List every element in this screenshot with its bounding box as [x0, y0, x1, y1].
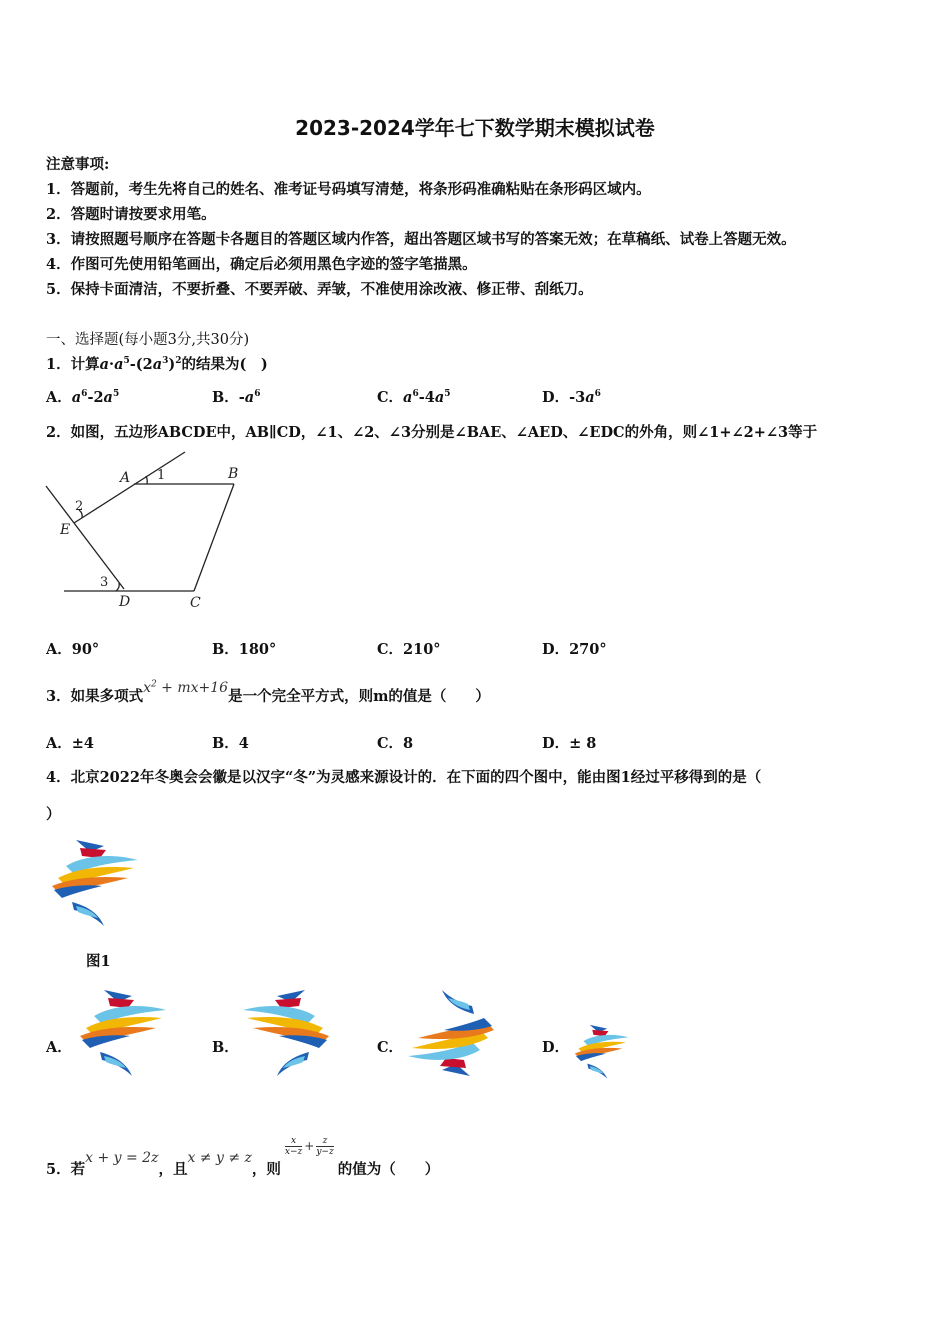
q5-mid-1: ，且 [158, 1161, 188, 1178]
q5-mid-2: ，则 [251, 1161, 281, 1178]
q3-prefix: 3．如果多项式 [46, 688, 144, 705]
q1-a-t2: -2 [87, 389, 104, 406]
q1-d-e1: 6 [594, 389, 601, 400]
notice-item-2: 2．答题时请按要求用笔。 [46, 206, 216, 223]
notice-item-5: 5．保持卡面清洁，不要折叠、不要弄破、弄皱，不准使用涂改液、修正带、刮纸刀。 [46, 281, 593, 298]
q5-equation-1: x + y = 2z [85, 1150, 159, 1166]
q1-b-t2: a [244, 389, 255, 406]
line-ea-extended [74, 452, 185, 523]
q4-option-c[interactable]: C． [377, 1039, 404, 1056]
q3-polynomial [143, 680, 228, 696]
q1-a-label: A． [46, 389, 72, 406]
question-3 [46, 679, 490, 706]
emblem-graphic [52, 840, 138, 926]
q1-option-d[interactable] [542, 386, 601, 407]
vertex-e-label: E [60, 522, 71, 538]
angle-3-label: 3 [100, 575, 109, 590]
q4-option-a[interactable]: A． [46, 1039, 72, 1056]
q1-c-label: C． [377, 389, 404, 406]
q5-frac1-den: x−z [284, 1146, 303, 1157]
q2-option-c[interactable]: C．210° [377, 641, 441, 658]
q3-suffix: 是一个完全平方式，则m的值是（ ） [228, 688, 490, 705]
q3-poly-exp: 2 [151, 679, 157, 690]
angle-2-label: 2 [75, 499, 84, 514]
q4-option-a-emblem[interactable] [74, 986, 170, 1081]
q3-option-b[interactable]: B．4 [212, 735, 249, 752]
question-5 [46, 1135, 440, 1181]
q1-d-t1: -3 [569, 389, 586, 406]
q1-b-e1: 6 [254, 389, 261, 400]
q1-prefix: 1．计算 [46, 356, 100, 373]
q3-option-a[interactable]: A．±4 [46, 735, 94, 752]
q5-expression [285, 1136, 334, 1157]
q1-option-b[interactable] [212, 386, 260, 407]
question-2: 2．如图，五边形ABCDE中，AB∥CD，∠1、∠2、∠3分别是∠BAE、∠AED、∠EDC的外角，则∠1+∠2+∠3等于 [46, 424, 818, 441]
q5-fraction-2 [316, 1136, 333, 1157]
q1-expr-a: a [99, 356, 109, 373]
q3-option-d[interactable]: D．± 8 [542, 735, 597, 752]
q5-inequation: x ≠ y ≠ z [187, 1150, 252, 1166]
q1-c-e1: 6 [412, 389, 419, 400]
q1-expr-close: ) [168, 356, 176, 373]
section-heading: 一、选择题(每小题3分,共30分) [46, 332, 250, 348]
q1-a-t1: a [71, 389, 82, 406]
q1-b-label: B． [212, 389, 239, 406]
question-4-line2: ） [46, 806, 61, 823]
q5-frac2-den: y−z [316, 1146, 334, 1157]
notice-item-3: 3．请按照题号顺序在答题卡各题目的答题区域内作答，超出答题区域书写的答案无效；在草稿纸、试卷上答题无效。 [46, 231, 796, 248]
q3-poly-rest: + mx+16 [156, 680, 229, 696]
q2-option-d[interactable]: D．270° [542, 641, 607, 658]
line-ed-extended [46, 486, 124, 589]
q3-poly-x: x [143, 680, 151, 696]
vertex-d-label: D [119, 594, 131, 610]
q1-expr-minus: -(2 [129, 356, 153, 373]
q4-option-d[interactable]: D． [542, 1039, 570, 1056]
q1-expr-exp5: 5 [123, 356, 130, 367]
q5-frac1-num: x [285, 1136, 302, 1147]
q1-expr-a2: a [114, 356, 124, 373]
vertex-c-label: C [190, 595, 201, 611]
q1-a-t3: a [103, 389, 113, 406]
q1-option-c[interactable] [377, 386, 451, 407]
q4-option-d-emblem[interactable] [571, 1022, 631, 1082]
emblem-graphic [408, 990, 494, 1076]
angle-3-arc [116, 583, 119, 591]
page-title: 2023-2024学年七下数学期末模拟试卷 [295, 116, 655, 140]
q1-expr-dot: · [109, 356, 115, 373]
q5-fraction-1 [285, 1136, 302, 1157]
angle-1-arc [146, 476, 147, 484]
q2-option-b[interactable]: B．180° [212, 641, 277, 658]
notice-item-4: 4．作图可先使用铅笔画出，确定后必须用黑色字迹的签字笔描黑。 [46, 256, 477, 273]
q1-expr-exp2: 2 [175, 356, 182, 367]
figure-1-label: 图1 [86, 953, 111, 970]
q4-option-b-emblem[interactable] [243, 986, 339, 1081]
notice-item-1: 1．答题前，考生先将自己的姓名、准考证号码填写清楚，将条形码准确粘贴在条形码区域内。 [46, 181, 651, 198]
q1-c-t1: a [403, 389, 413, 406]
q4-option-b[interactable]: B． [212, 1039, 239, 1056]
q1-option-a[interactable] [46, 386, 119, 407]
q5-plus: + [304, 1139, 315, 1153]
figure-1-emblem [46, 836, 142, 931]
emblem-graphic [80, 990, 166, 1076]
q1-a-e2: 5 [112, 389, 120, 400]
q5-suffix: 的值为（ ） [337, 1161, 440, 1178]
notice-heading: 注意事项: [46, 156, 110, 173]
question-1 [46, 353, 268, 374]
q1-expr-a3: a [152, 356, 163, 373]
q1-c-e2: 5 [444, 389, 451, 400]
q4-option-c-emblem[interactable] [408, 986, 504, 1081]
q1-b-t1: - [238, 389, 245, 406]
emblem-graphic [243, 990, 329, 1076]
q1-expr-exp3: 3 [162, 356, 169, 367]
question-4-line1: 4．北京2022年冬奥会会徽是以汉字“冬”为灵感来源设计的．在下面的四个图中，能由图1经过平移得到的是（ [46, 769, 762, 786]
q5-prefix: 5．若 [46, 1161, 86, 1178]
q2-option-a[interactable]: A．90° [46, 641, 100, 658]
q3-option-c[interactable]: C．8 [377, 735, 414, 752]
q1-c-t2: -4 [418, 389, 435, 406]
segment-bc [194, 484, 234, 591]
vertex-b-label: B [228, 466, 239, 482]
vertex-a-label: A [120, 470, 131, 486]
q1-a-e1: 6 [81, 389, 88, 400]
angle-1-label: 1 [157, 468, 166, 483]
q1-suffix: 的结果为( ) [181, 356, 268, 373]
q1-d-t2: a [585, 389, 595, 406]
emblem-graphic [575, 1025, 629, 1079]
q5-frac2-num: z [316, 1136, 333, 1147]
q1-c-t3: a [434, 389, 445, 406]
q1-d-label: D． [542, 389, 570, 406]
pentagon-figure [44, 448, 254, 613]
